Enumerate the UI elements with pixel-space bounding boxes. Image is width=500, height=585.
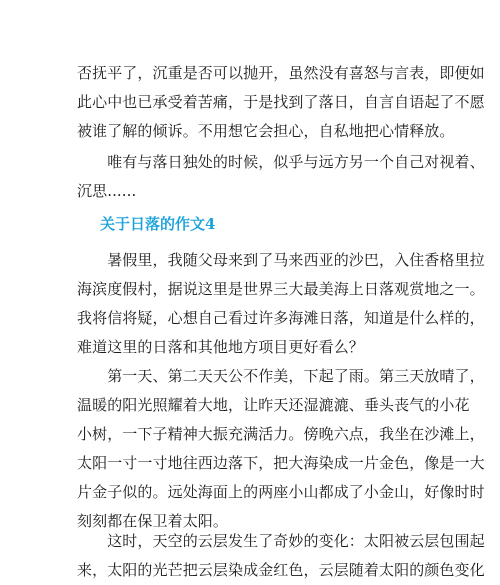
paragraph-line: 太阳一寸一寸地往西边落下，把大海染成一片金色，像是一大 [77, 454, 485, 472]
paragraph-line: 来，太阳的光芒把云层染成金红色，云层随着太阳的颜色变化 [77, 561, 485, 579]
paragraph-line: 否抚平了，沉重是否可以抛开，虽然没有喜怒与言表，即便如 [77, 64, 485, 82]
paragraph [77, 148, 485, 206]
paragraph-line: 这时，天空的云层发生了奇妙的变化：太阳被云层包围起 [77, 532, 485, 550]
paragraph-line: 此心中也已承受着苦痛，于是找到了落日，自言自语起了不愿 [77, 93, 485, 111]
section-heading: 关于日落的作文4 [100, 215, 216, 233]
paragraph [77, 246, 485, 362]
paragraph-line: 刻刻都在保卫着太阳。 [77, 512, 229, 530]
paragraph-line: 片金子似的。远处海面上的两座小山都成了小金山，好像时时 [77, 483, 485, 501]
paragraph-line: 海滨度假村，据说这里是世界三大最美海上日落观赏地之一。 [77, 280, 485, 298]
paragraph [77, 59, 485, 146]
paragraph-line: 小树，一下子精神大振充满活力。傍晚六点，我坐在沙滩上， [77, 425, 485, 443]
paragraph [77, 527, 485, 585]
paragraph-line: 沉思...... [77, 182, 137, 200]
paragraph-line: 温暖的阳光照耀着大地，让昨天还湿漉漉、垂头丧气的小花 [77, 396, 470, 414]
paragraph [77, 362, 485, 536]
paragraph-line: 难道这里的日落和其他地方项目更好看么？ [77, 338, 364, 356]
paragraph-line: 我将信将疑，心想自己看过许多海滩日落，知道是什么样的， [77, 309, 485, 327]
paragraph-line: 第一天、第二天天公不作美，下起了雨。第三天放晴了， [77, 367, 485, 385]
paragraph-line: 被谁了解的倾诉。不用想它会担心，自私地把心情释放。 [77, 122, 455, 140]
paragraph-line: 暑假里，我随父母来到了马来西亚的沙巴，入住香格里拉 [77, 251, 485, 269]
paragraph-line: 唯有与落日独处的时候，似乎与远方另一个自己对视着、 [77, 153, 485, 171]
